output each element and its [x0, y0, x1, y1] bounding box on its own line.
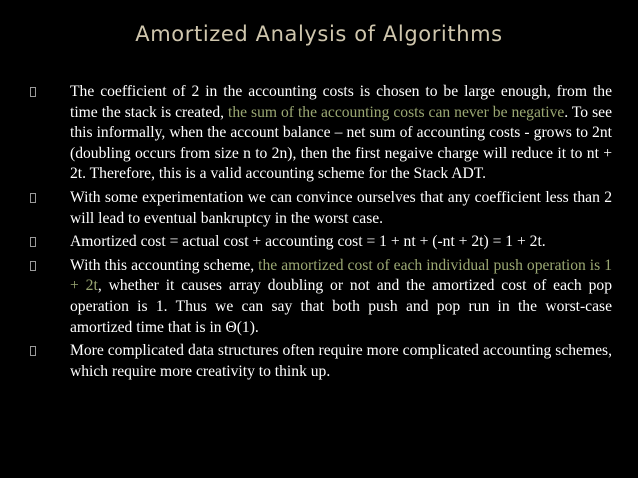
bullet-text-part: , whether it causes array doubling or not and the amortized cost of each pop operation is 1. Thus we can say that both push and pop run in the worst-case amortized time that is in Θ(1). — [70, 277, 612, 336]
bullet-item-push-pop-cost — [30, 256, 612, 338]
bullet-text — [70, 256, 612, 338]
bullet-text-part: More complicated data structures often require more complicated accounting schemes, which require more creativity to think up. — [70, 342, 612, 380]
square-bullet-icon — [30, 346, 36, 356]
bullet-text-part: . To see this informally, when the account balance – net sum of accounting costs - grows to 2nt (doubling occurs from size n to 2n), then the first negaive charge will reduce it to nt + 2t. Therefore, this is a valid accounting scheme for the Stack ADT. — [70, 103, 612, 183]
bullet-text-part: Amortized cost = actual cost + accounting cost = 1 + nt + (-nt + 2t) = 1 + 2t. — [70, 233, 546, 251]
bullet-text-part: The coefficient of 2 in the accounting costs is chosen to be large enough, from the time the stack is created, — [70, 83, 612, 121]
bullet-list — [30, 82, 612, 385]
highlighted-text: the amortized cost of each individual push operation is 1 + 2t — [70, 256, 612, 295]
bullet-item-accounting-coefficient — [30, 82, 612, 185]
bullet-item-amortized-cost-formula — [30, 232, 612, 253]
bullet-text — [70, 82, 612, 185]
bullet-text — [70, 341, 612, 382]
highlighted-text: the sum of the accounting costs can never be negative — [228, 103, 565, 121]
bullet-text — [70, 232, 612, 253]
square-bullet-icon — [30, 193, 36, 203]
bullet-text-part: With some experimentation we can convince ourselves that any coefficient less than 2 will lead to eventual bankruptcy in the worst case. — [70, 188, 612, 227]
slide-title: Amortized Analysis of Algorithms — [135, 22, 503, 46]
square-bullet-icon — [30, 261, 36, 271]
bullet-text-part: With this accounting scheme, — [70, 256, 259, 274]
bullet-item-experimentation — [30, 188, 612, 229]
square-bullet-icon — [30, 237, 36, 247]
square-bullet-icon — [30, 87, 36, 97]
bullet-item-complicated-structures — [30, 341, 612, 382]
bullet-text — [70, 188, 612, 229]
